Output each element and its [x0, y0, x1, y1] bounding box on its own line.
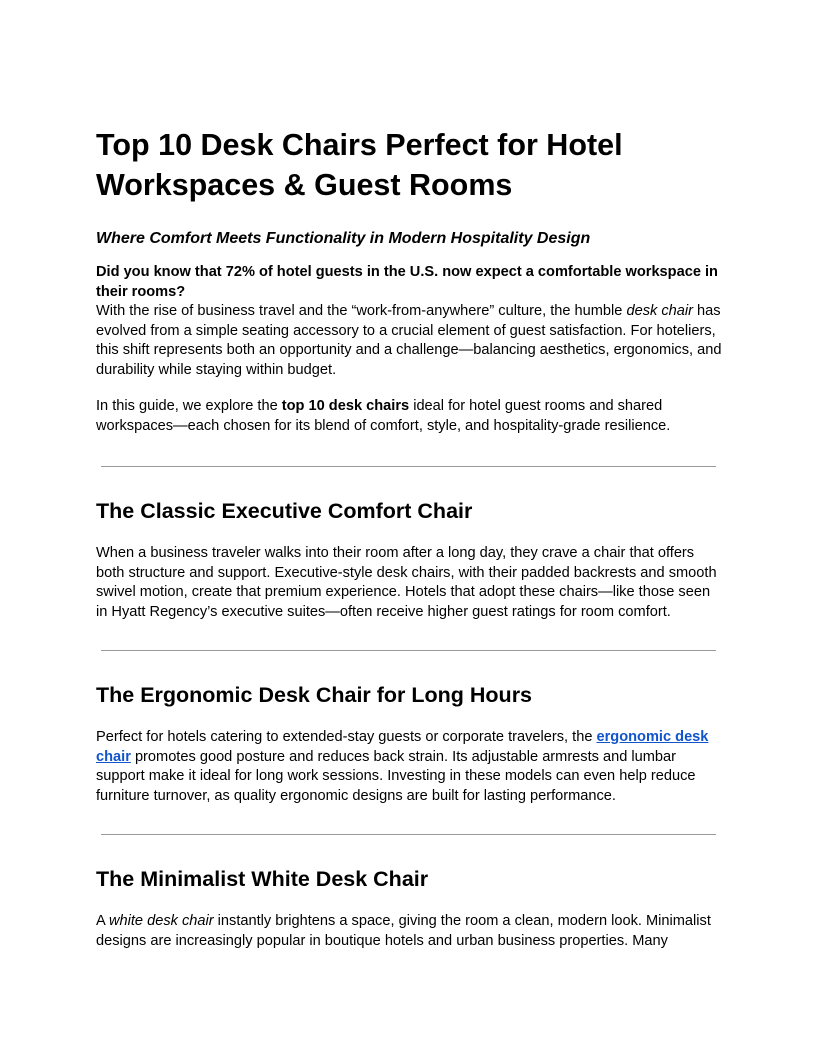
page-title: [96, 125, 724, 205]
section-heading-ergonomic: The Ergonomic Desk Chair for Long Hours: [96, 683, 533, 707]
intro-emphasis: desk chair: [626, 303, 693, 319]
section-divider: [101, 466, 716, 467]
intro-paragraph-1: [96, 302, 724, 380]
minimalist-emphasis: white desk chair: [108, 913, 214, 929]
intro-question: Did you know that 72% of hotel guests in the U.S. now expect a comfortable workspace in their rooms?: [96, 264, 718, 300]
ergonomic-text-b: promotes good posture and reduces back strain. Its adjustable armrests and lumbar support make it ideal for long work sessions. Investing in these models can even help reduce furniture turnover, as quality ergonomic designs are built for lasting performance.: [96, 748, 696, 804]
section-divider: [101, 834, 716, 835]
intro2-text-a: In this guide, we explore the: [96, 398, 282, 414]
intro-text-a: With the rise of business travel and the “work-from-anywhere” culture, the humble: [96, 303, 627, 319]
document-page: [96, 125, 724, 951]
section-body-ergonomic: [96, 728, 724, 806]
section-heading-executive: The Classic Executive Comfort Chair: [96, 499, 473, 523]
ergonomic-desk-chair-link[interactable]: ergonomic desk chair: [96, 729, 709, 765]
minimalist-text-b: instantly brightens a space, giving the room a clean, modern look. Minimalist designs are increasingly popular in boutique hotels and urban business properties. Many: [96, 913, 711, 949]
title-line-2: Workspaces & Guest Rooms: [96, 168, 513, 202]
intro-text-b: has evolved from a simple seating accessory to a crucial element of guest satisfaction. For hoteliers, this shift represents both an opportunity and a challenge—balancing aesthetics, ergonomics, and durability while staying within budget.: [96, 303, 722, 378]
intro-paragraph-2: [96, 397, 724, 436]
title-line-1: Top 10 Desk Chairs Perfect for Hotel: [96, 128, 623, 162]
section-body-minimalist: [96, 912, 724, 951]
page-subtitle: Where Comfort Meets Functionality in Modern Hospitality Design: [96, 230, 591, 247]
minimalist-text-a: A: [96, 913, 109, 929]
intro2-strong: top 10 desk chairs: [281, 398, 410, 414]
section-heading-minimalist: The Minimalist White Desk Chair: [96, 867, 429, 891]
ergonomic-text-a: Perfect for hotels catering to extended-stay guests or corporate travelers, the: [96, 729, 597, 745]
intro2-text-b: ideal for hotel guest rooms and shared workspaces—each chosen for its blend of comfort, style, and hospitality-grade resilience.: [96, 398, 671, 434]
section-divider: [101, 650, 716, 651]
section-body-executive: When a business traveler walks into their room after a long day, they crave a chair that offers both structure and support. Executive-style desk chairs, with their padded backrests and smooth swivel motion, create that premium experience. Hotels that adopt these chairs—like those seen in Hyatt Regency’s executive suites—often receive higher guest ratings for room comfort.: [96, 545, 717, 620]
